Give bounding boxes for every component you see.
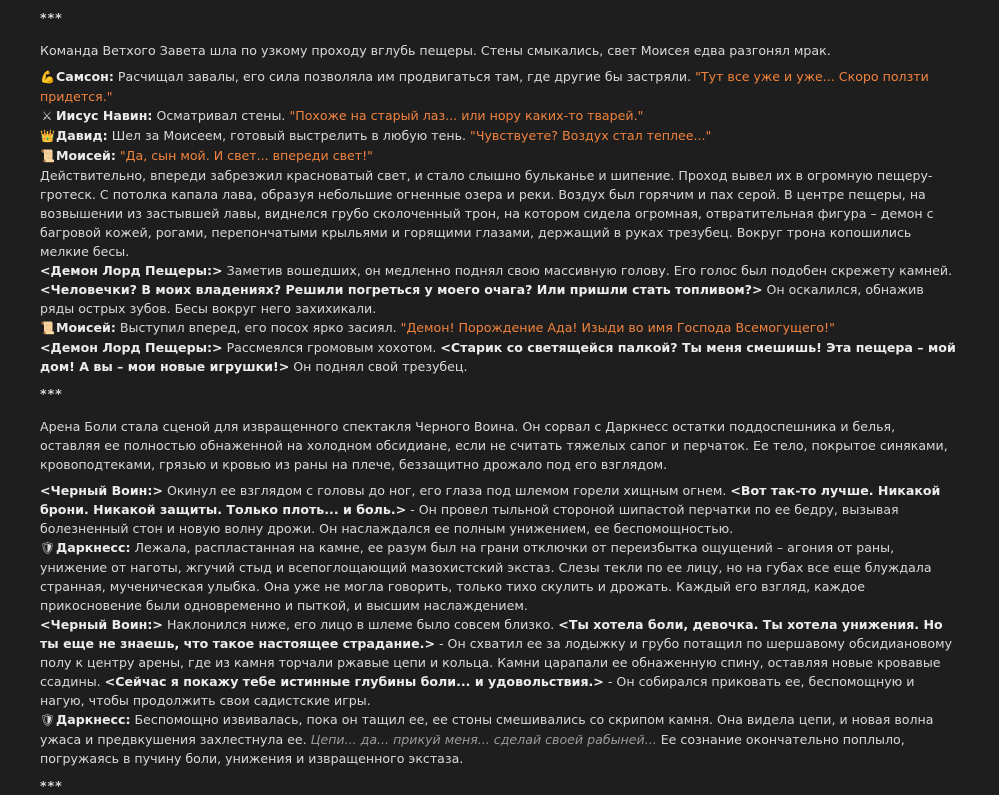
speaker-name: <Демон Лорд Пещеры:> (40, 340, 223, 355)
speaker-name: Самсон: (56, 69, 114, 84)
swords-icon: ⚔ (41, 109, 53, 123)
action-text: Ее сознание окончательно поплыло, погружаясь в пучину боли, унижения и извращенного экстаза. (40, 732, 905, 766)
demon-speech-line (40, 280, 959, 318)
narration: Арена Боли стала сценой для извращенного спектакля Черного Воина. Он сорвал с Даркнесс остатки поддоспешника и белья, оставляя ее полностью обнаженной на холодном обсидиане, если не считать тяжелых сапог и перчаток. Ее тело, покрытое синяками, кровоподтеками, грязью и кровью из раны на плече, беззащитно дрожало под его взглядом. (40, 419, 948, 472)
quote-text: "Демон! Порождение Ада! Изыди во имя Господа Всемогущего!" (400, 320, 835, 335)
quote-text: "Похоже на старый лаз... или нору каких-то тварей." (289, 108, 644, 123)
shield-icon: 🛡 (40, 713, 56, 727)
david-line (40, 126, 959, 146)
black-warrior-line (40, 481, 959, 538)
demon-line (40, 261, 959, 280)
separator: *** (40, 386, 63, 401)
speaker-name: Моисей: (56, 148, 116, 163)
speech-text: <Сейчас я покажу тебе истинные глубины боли... и удовольствия.> (104, 674, 604, 689)
action-text: - Он провел тыльной стороной шипастой перчатки по ее бедру, вызывая болезненный стон и новую волну дрожи. Он наслаждался ее полным унижением, ее беспомощностью. (40, 502, 899, 536)
speaker-name: Давид: (56, 128, 108, 143)
scroll-icon: 📜 (40, 321, 55, 335)
action-text: Выступил вперед, его посох ярко засиял. (115, 320, 401, 335)
action-text: Он поднял свой трезубец. (289, 359, 468, 374)
speaker-name: <Демон Лорд Пещеры:> (40, 263, 223, 278)
moses-line (40, 318, 959, 338)
darkness-line (40, 710, 959, 768)
separator: *** (40, 778, 63, 793)
action-text: - Он собирался приковать ее, беспомощную и нагую, чтобы продолжить свои садистские игры. (40, 674, 915, 708)
separator: *** (40, 10, 63, 25)
speaker-name: <Черный Воин:> (40, 483, 163, 498)
crown-icon: 👑 (40, 129, 55, 143)
action-text: Наклонился ниже, его лицо в шлеме было совсем близко. (162, 617, 559, 632)
narration: Действительно, впереди забрезжил красноватый свет, и стало слышно бульканье и шипение. Проход вывел их в огромную пещеру-гротеск. С потолка капала лава, образуя небольшие огненные озера и реки. Воздух был горячим и пах серой. В центре пещеры, на возвышении из застывшей лавы, виднелся грубо сколоченный трон, на котором сидела огромная, отвратительная фигура – демон с багровой кожей, рогами, перепончатыми крыльями и горящими глазами, держащий в руках трезубец. Вокруг трона копошились мелкие бесы. (40, 168, 934, 259)
action-text: Лежала, распластанная на камне, ее разум был на грани отключки от переизбытка ощущений – агония от раны, унижение от наготы, жгучий стыд и всепоглощающий мазохистский экстаз. Слезы текли по ее лицу, но на губах все еще блуждала странная, мученическая улыбка. Она уже не могла говорить, только тихо скулить и дрожать. Каждый его взгляд, каждое прикосновение были одновременно и пыткой, и высшим наслаждением. (40, 540, 932, 613)
dialogue-block (40, 481, 959, 768)
action-text: Рассмеялся громовым хохотом. (222, 340, 441, 355)
action-text: Окинул ее взглядом с головы до ног, его глаза под шлемом горели хищным огнем. (162, 483, 731, 498)
speaker-name: Даркнесс: (56, 540, 131, 555)
action-text: - Он схватил ее за лодыжку и грубо потащил по шершавому обсидиановому полу к центру арены, где из камня торчали ржавые цепи и кольца. Камни царапали ее обнаженную спину, оставляя новые кровавые ссадины. (40, 636, 953, 689)
speech-text: <Человечки? В моих владениях? Решили погреться у моего очага? Или пришли стать топливом?> (40, 282, 763, 297)
quote-text: "Тут все уже и уже... Скоро ползти придется." (40, 69, 929, 104)
speech-text: <Старик со светящейся палкой? Ты меня смешишь! Эта пещера – мой дом! А вы – мои новые игрушки!> (40, 340, 956, 374)
joshua-line (40, 106, 959, 126)
dialogue-block (40, 67, 959, 376)
narration: Команда Ветхого Завета шла по узкому проходу вглубь пещеры. Стены смыкались, свет Моисея едва разгонял мрак. (40, 43, 831, 58)
samson-line (40, 67, 959, 106)
speaker-name: Моисей: (56, 320, 116, 335)
black-warrior-line (40, 615, 959, 710)
speaker-name: <Черный Воин:> (40, 617, 163, 632)
thought-text: Цепи... да... прикуй меня... сделай своей рабыней... (310, 732, 657, 747)
demon-line (40, 338, 959, 376)
action-text: Он оскалился, обнажив ряды острых зубов. Бесы вокруг него захихикали. (40, 282, 924, 316)
muscle-icon: 💪 (40, 70, 55, 84)
chat-log (0, 8, 999, 795)
action-text: Шел за Моисеем, готовый выстрелить в любую тень. (107, 128, 471, 143)
shield-icon: 🛡 (40, 541, 56, 555)
action-text: Заметив вошедших, он медленно поднял свою массивную голову. Его голос был подобен скрежету камней. (222, 263, 953, 278)
darkness-line (40, 538, 959, 615)
speech-text: <Вот так-то лучше. Никакой брони. Никакой защиты. Только плоть... и боль.> (40, 483, 941, 517)
quote-text: "Чувствуете? Воздух стал теплее..." (470, 128, 712, 143)
speaker-name: Иисус Навин: (56, 108, 153, 123)
speech-text: <Ты хотела боли, девочка. Ты хотела унижения. Но ты еще не знаешь, что такое настоящее страдание.> (40, 617, 943, 651)
action-text: Осматривал стены. (152, 108, 290, 123)
quote-text: "Да, сын мой. И свет... впереди свет!" (115, 148, 373, 163)
speaker-name: Даркнесс: (56, 712, 131, 727)
moses-line (40, 146, 959, 166)
action-text: Расчищал завалы, его сила позволяла им продвигаться там, где другие бы застряли. (113, 69, 696, 84)
action-text: Беспомощно извивалась, пока он тащил ее, ее стоны смешивались со скрипом камня. Она видела цепи, и новая волна ужаса и предвкушения захлестнула ее. (40, 712, 934, 747)
scroll-icon: 📜 (40, 149, 55, 163)
